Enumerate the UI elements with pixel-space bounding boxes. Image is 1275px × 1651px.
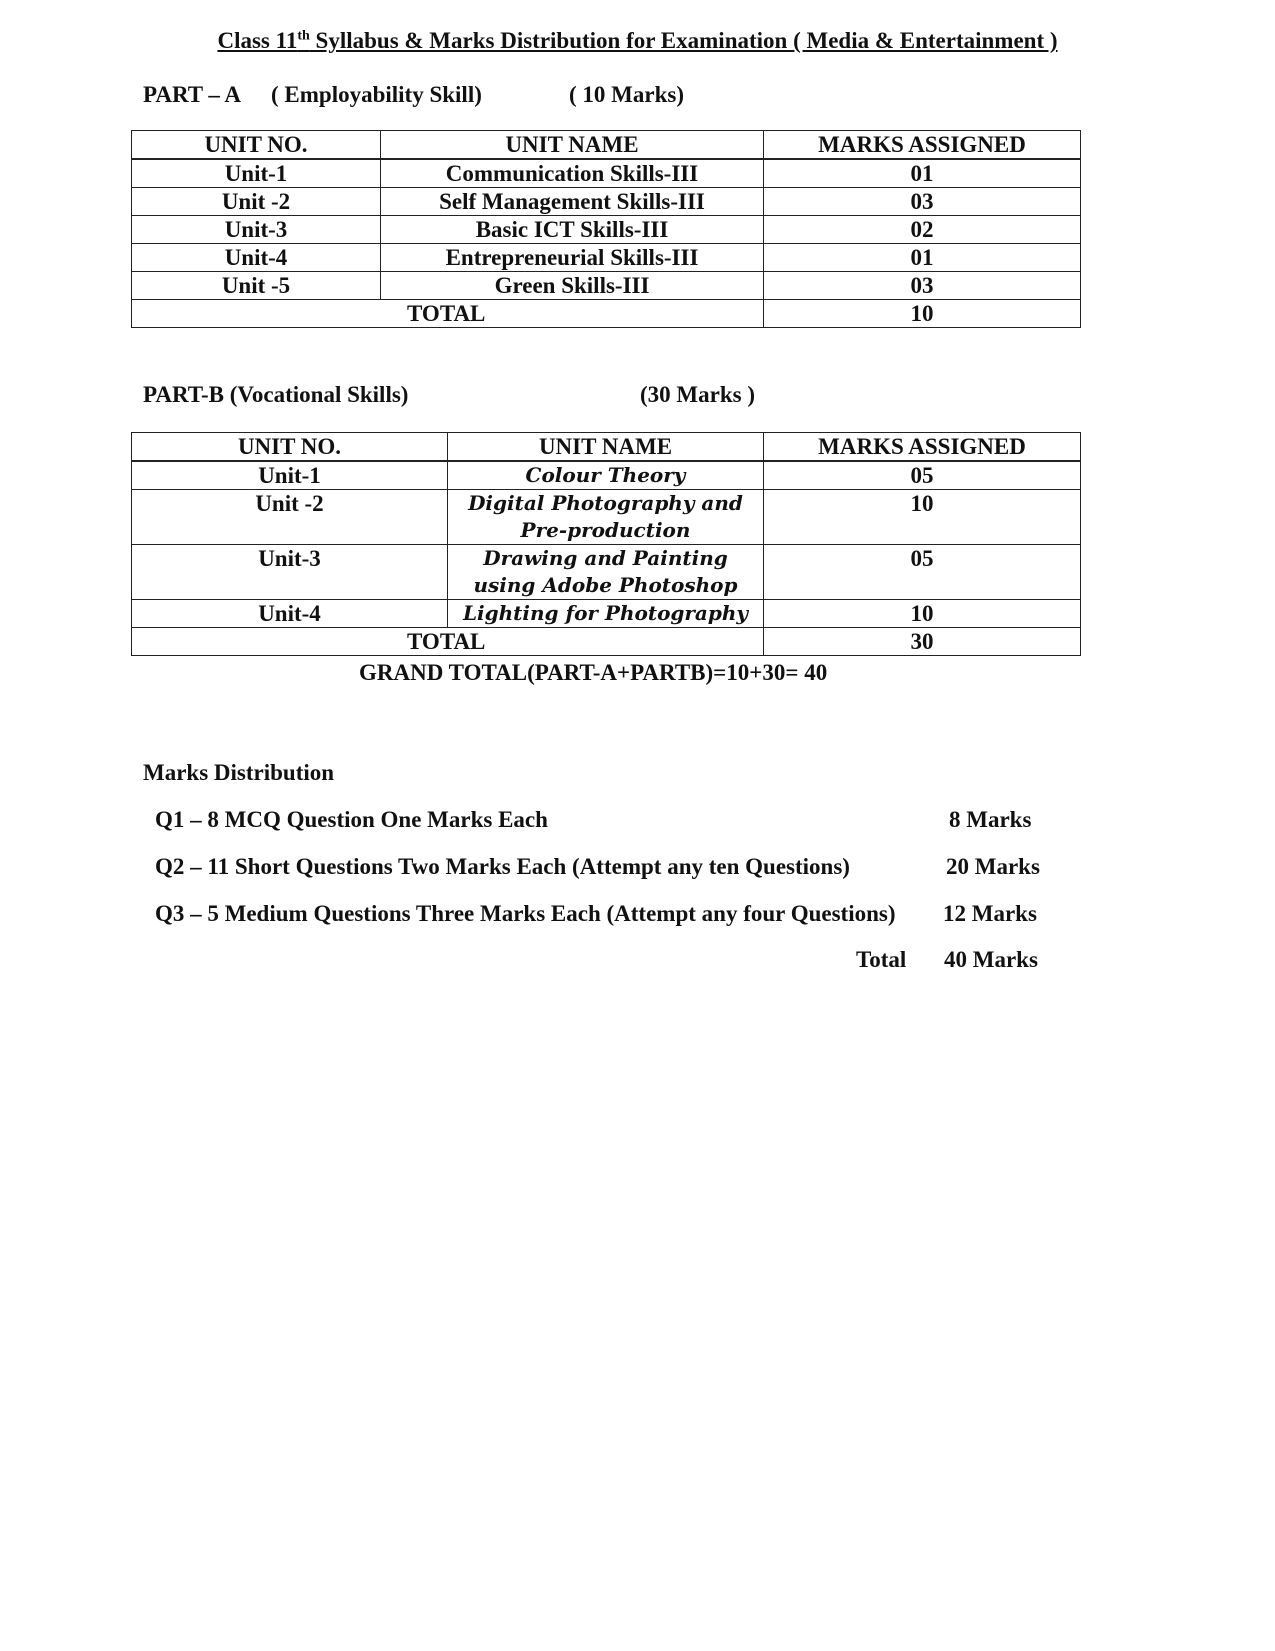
table-header-row [132, 433, 1081, 462]
part-b-table [131, 432, 1081, 656]
part-a-table [131, 130, 1081, 328]
unit-no: Unit -5 [132, 272, 381, 300]
marks-distribution-heading: Marks Distribution [143, 760, 335, 785]
table-row [132, 545, 1081, 600]
unit-name: Entrepreneurial Skills-III [381, 244, 764, 272]
unit-no: Unit -2 [132, 188, 381, 216]
unit-name: Communication Skills-III [381, 159, 764, 188]
distribution-total-value: 40 Marks [944, 947, 1038, 972]
marks-assigned: 01 [764, 244, 1081, 272]
title-class: Class 11 [217, 28, 298, 53]
unit-no: Unit-3 [132, 545, 448, 600]
unit-no: Unit-1 [132, 461, 448, 490]
unit-name: Basic ICT Skills-III [381, 216, 764, 244]
table-row [132, 159, 1081, 188]
unit-no: Unit-4 [132, 244, 381, 272]
unit-name: Colour Theory [448, 461, 764, 490]
total-label: TOTAL [407, 629, 486, 654]
header-unit-no: UNIT NO. [132, 433, 448, 462]
unit-name: Self Management Skills-III [381, 188, 764, 216]
table-row [132, 600, 1081, 628]
table-header-row [132, 131, 1081, 160]
marks-assigned: 03 [764, 188, 1081, 216]
total-label: TOTAL [407, 301, 486, 326]
table-row [132, 188, 1081, 216]
total-cell [132, 628, 764, 656]
unit-name: Lighting for Photography [448, 600, 764, 628]
unit-name: Green Skills-III [381, 272, 764, 300]
marks-assigned: 05 [764, 461, 1081, 490]
part-a-marks: ( 10 Marks) [569, 82, 684, 107]
table-total-row [132, 300, 1081, 328]
page-title [0, 28, 1275, 54]
question-item-text: Q3 – 5 Medium Questions Three Marks Each (Attempt any four Questions) [155, 901, 896, 926]
marks-assigned: 10 [764, 490, 1081, 545]
marks-assigned: 10 [764, 600, 1081, 628]
question-item-marks: 20 Marks [946, 854, 1040, 879]
table-row [132, 216, 1081, 244]
unit-name: Digital Photography and Pre-production [448, 490, 764, 545]
header-marks-assigned: MARKS ASSIGNED [764, 131, 1081, 160]
marks-assigned: 03 [764, 272, 1081, 300]
unit-name: Drawing and Painting using Adobe Photoshop [448, 545, 764, 600]
question-item-text: Q1 – 8 MCQ Question One Marks Each [155, 807, 548, 832]
title-superscript: th [297, 28, 310, 44]
part-b-marks: (30 Marks ) [640, 382, 755, 407]
question-item-marks: 8 Marks [949, 807, 1032, 832]
grand-total: GRAND TOTAL(PART-A+PARTB)=10+30= 40 [359, 660, 828, 685]
marks-assigned: 02 [764, 216, 1081, 244]
table-row [132, 244, 1081, 272]
header-unit-name: UNIT NAME [448, 433, 764, 462]
part-a-label: PART – A [143, 82, 242, 107]
title-text: Syllabus & Marks Distribution for Examination ( Media & Entertainment ) [309, 28, 1058, 53]
header-unit-name: UNIT NAME [381, 131, 764, 160]
marks-assigned: 01 [764, 159, 1081, 188]
distribution-total-label: Total [856, 947, 907, 972]
table-total-row [132, 628, 1081, 656]
part-b-label: PART-B (Vocational Skills) [143, 382, 409, 407]
question-item-marks: 12 Marks [943, 901, 1037, 926]
unit-no: Unit-4 [132, 600, 448, 628]
unit-no: Unit -2 [132, 490, 448, 545]
unit-no: Unit-1 [132, 159, 381, 188]
unit-no: Unit-3 [132, 216, 381, 244]
total-cell [132, 300, 764, 328]
total-value: 10 [764, 300, 1081, 328]
table-row [132, 272, 1081, 300]
question-item-text: Q2 – 11 Short Questions Two Marks Each (Attempt any ten Questions) [155, 854, 850, 879]
table-row [132, 461, 1081, 490]
part-a-name: ( Employability Skill) [271, 82, 482, 107]
header-unit-no: UNIT NO. [132, 131, 381, 160]
marks-assigned: 05 [764, 545, 1081, 600]
total-value: 30 [764, 628, 1081, 656]
table-row [132, 490, 1081, 545]
header-marks-assigned: MARKS ASSIGNED [764, 433, 1081, 462]
